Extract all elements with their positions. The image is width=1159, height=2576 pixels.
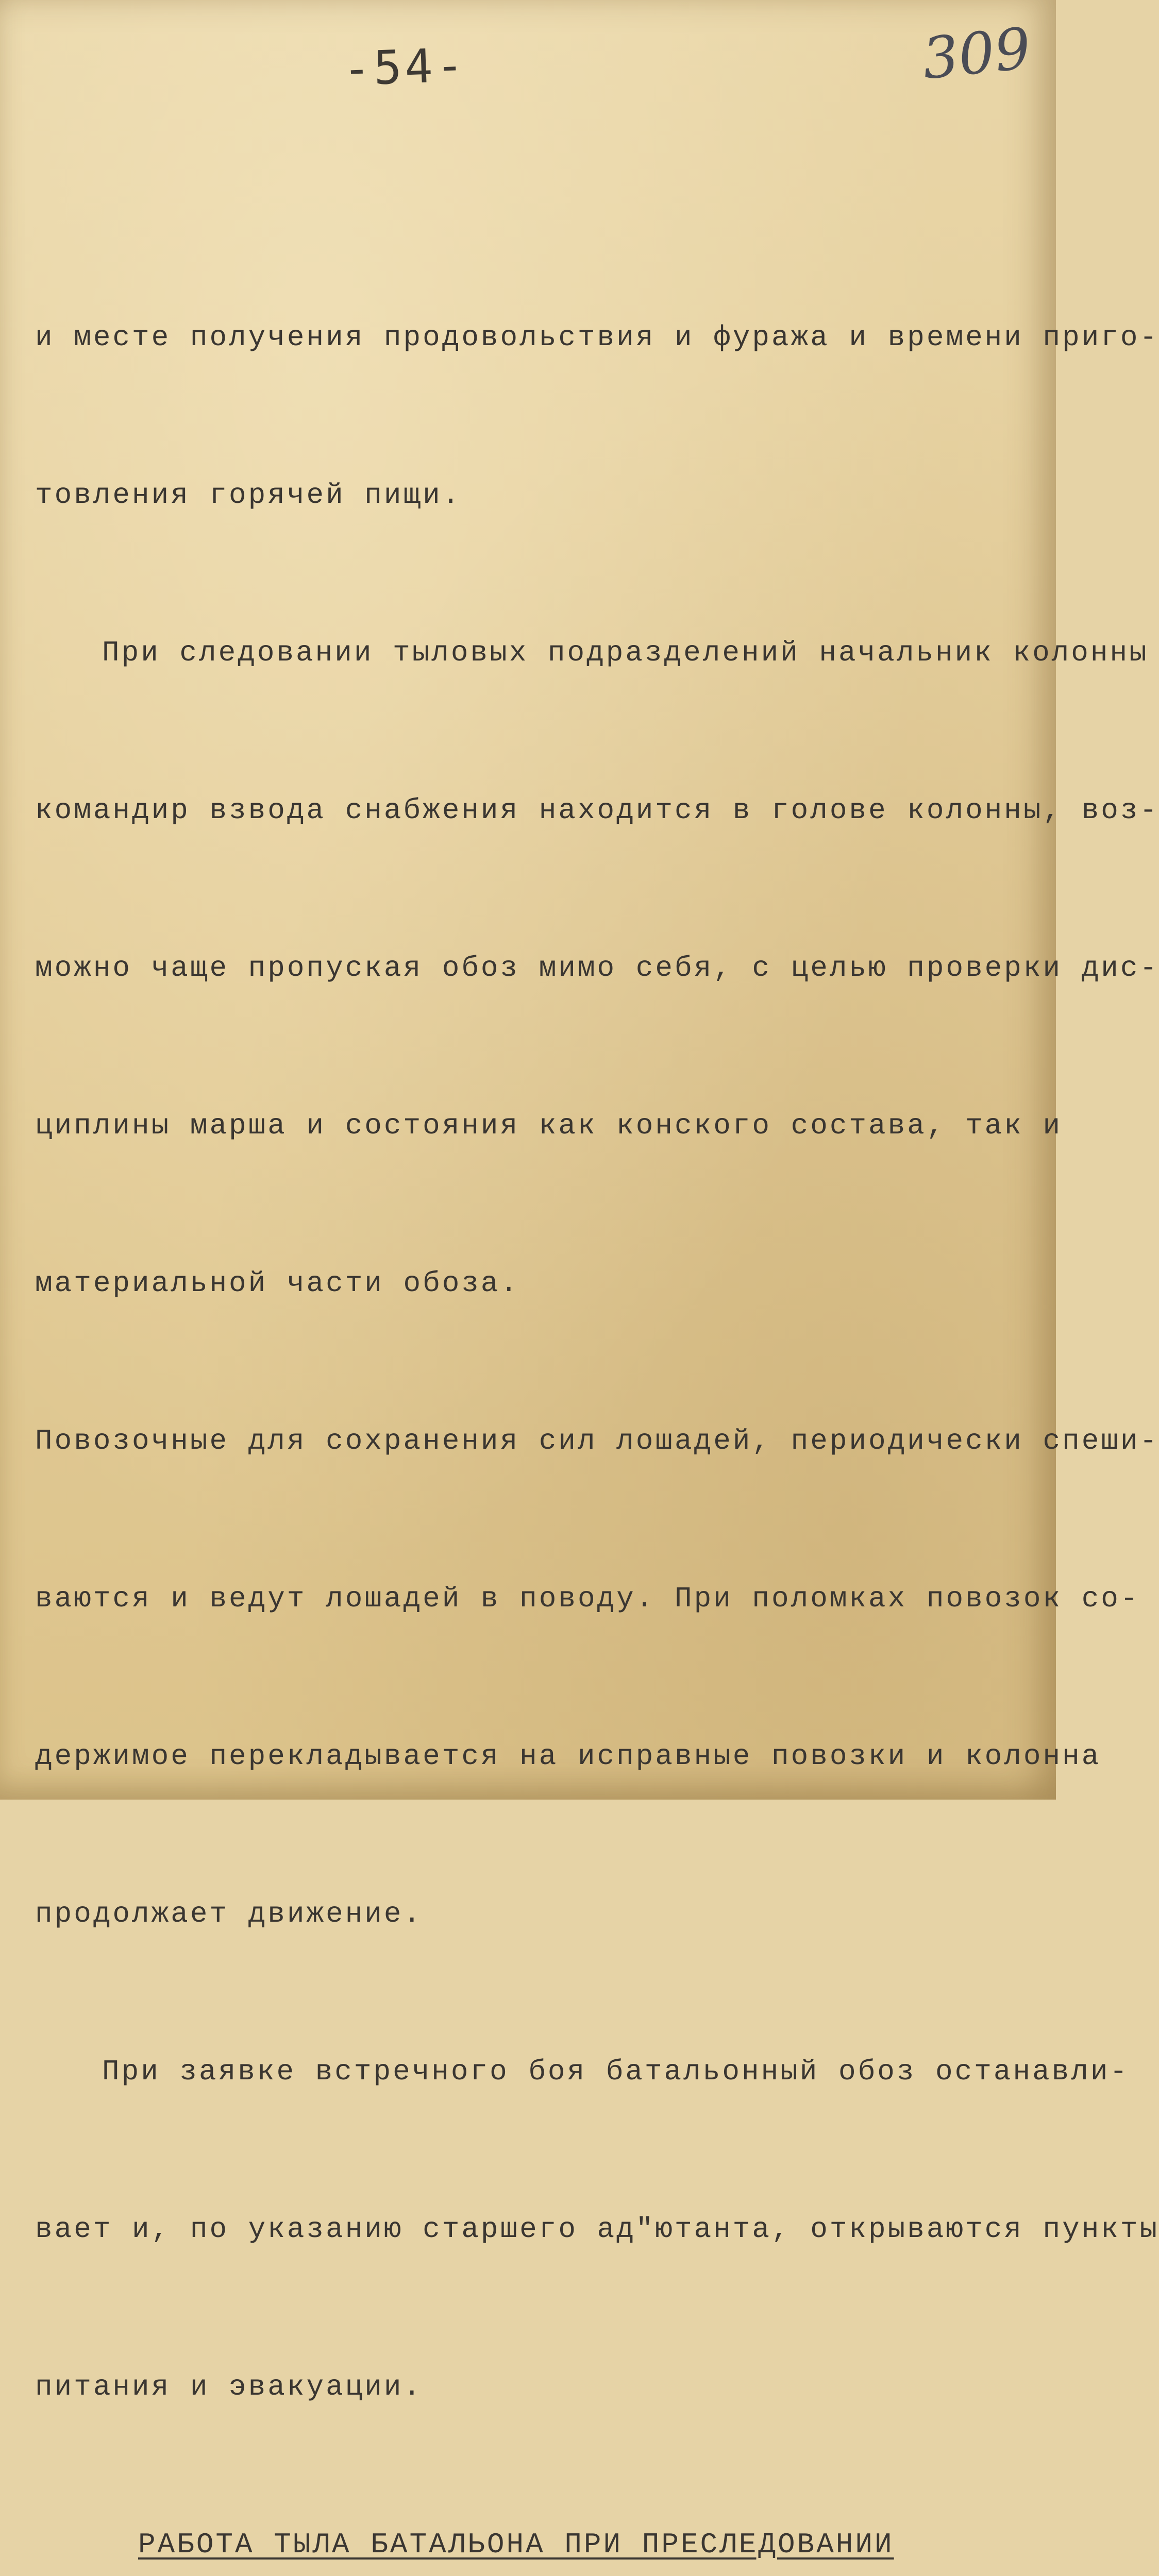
text-line: продолжает движение. bbox=[35, 1897, 423, 1930]
archive-folio-number: 309 bbox=[919, 15, 1034, 92]
text-line: При заявке встречного боя батальонный обоз останавли- bbox=[102, 2055, 1130, 2088]
text-line: Повозочные для сохранения сил лошадей, периодически спеши- bbox=[35, 1425, 1159, 1458]
document-body bbox=[35, 206, 1159, 2576]
text-line: командир взвода снабжения находится в голове колонны, воз- bbox=[35, 794, 1159, 827]
text-line: материальной части обоза. bbox=[35, 1267, 520, 1300]
text-line: и месте получения продовольствия и фуража и времени приго- bbox=[35, 321, 1159, 354]
text-line: питания и эвакуации. bbox=[35, 2370, 423, 2403]
text-line: ваются и ведут лошадей в поводу. При поломках повозок со- bbox=[35, 1582, 1140, 1615]
text-line: При следовании тыловых подразделений начальник колонны bbox=[102, 636, 1149, 669]
section-heading-line-1: РАБОТА ТЫЛА БАТАЛЬОНА ПРИ ПРЕСЛЕДОВАНИИ bbox=[138, 2528, 894, 2561]
text-line: товления горячей пищи. bbox=[35, 479, 462, 512]
text-line: держимое перекладывается на исправные повозки и колонна bbox=[35, 1740, 1101, 1773]
text-line: можно чаще пропуская обоз мимо себя, с целью проверки дис- bbox=[35, 952, 1159, 985]
text-line: циплины марша и состояния как конского состава, так и bbox=[35, 1109, 1063, 1142]
text-line: вает и, по указанию старшего ад"ютанта, открываются пункты bbox=[35, 2213, 1159, 2246]
page-number: -54- bbox=[342, 38, 468, 97]
